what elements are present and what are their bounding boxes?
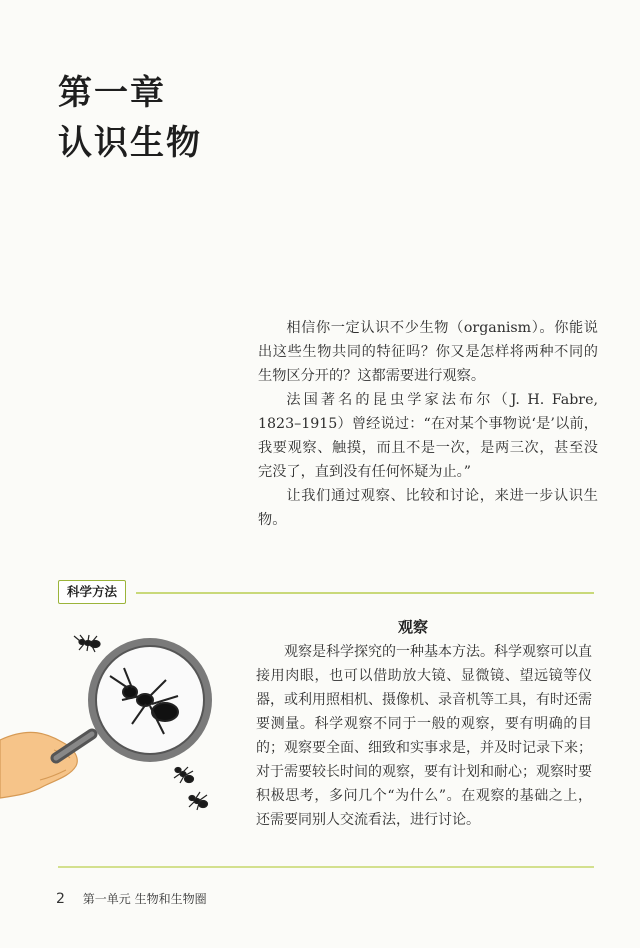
page-footer: [56, 890, 207, 907]
intro-paragraph: 相信你一定认识不少生物（organism）。你能说出这些生物共同的特征吗？你又是怎样将两种不同的生物区分开的？这都需要进行观察。: [258, 320, 598, 384]
page-number: 2: [56, 891, 65, 907]
ant-icon: [74, 635, 100, 652]
bottom-divider: [58, 866, 594, 868]
unit-title: 第一单元 生物和生物圈: [82, 892, 207, 906]
method-paragraph: 观察是科学探究的一种基本方法。科学观察可以直接用肉眼，也可以借助放大镜、显微镜、望远镜等仪器，或利用照相机、摄像机、录音机等工具，有时还需要测量。科学观察不同于一般的观察，要有明确的目的；观察要全面、细致和实事求是，并及时记录下来；对于需要较长时间的观察，要有计划和耐心；观察时要积极思考，多问几个“为什么”。在观察的基础之上，还需要同别人交流看法，进行讨论。: [256, 644, 592, 828]
magnifying-glass-icon: [0, 630, 240, 830]
magnifier-illustration: [0, 630, 240, 830]
method-title: 观察: [398, 618, 429, 636]
hand-icon: [0, 732, 77, 798]
chapter-name: 认识生物: [58, 123, 202, 163]
section-divider: [136, 592, 594, 594]
intro-paragraph: 法国著名的昆虫学家法布尔（J. H. Fabre, 1823–1915）曾经说过：“在对某个事物说‘是’以前，我要观察、触摸，而且不是一次，是两三次，甚至没完没了，直到没有任何怀疑为止。”: [258, 392, 598, 480]
science-method-header: [58, 580, 594, 606]
intro-text: [258, 316, 598, 532]
intro-paragraph: 让我们通过观察、比较和讨论，来进一步认识生物。: [258, 488, 598, 528]
method-body: [256, 640, 592, 832]
chapter-title: [58, 68, 202, 168]
chapter-number: 第一章: [58, 73, 166, 113]
section-tag: 科学方法: [58, 580, 126, 604]
